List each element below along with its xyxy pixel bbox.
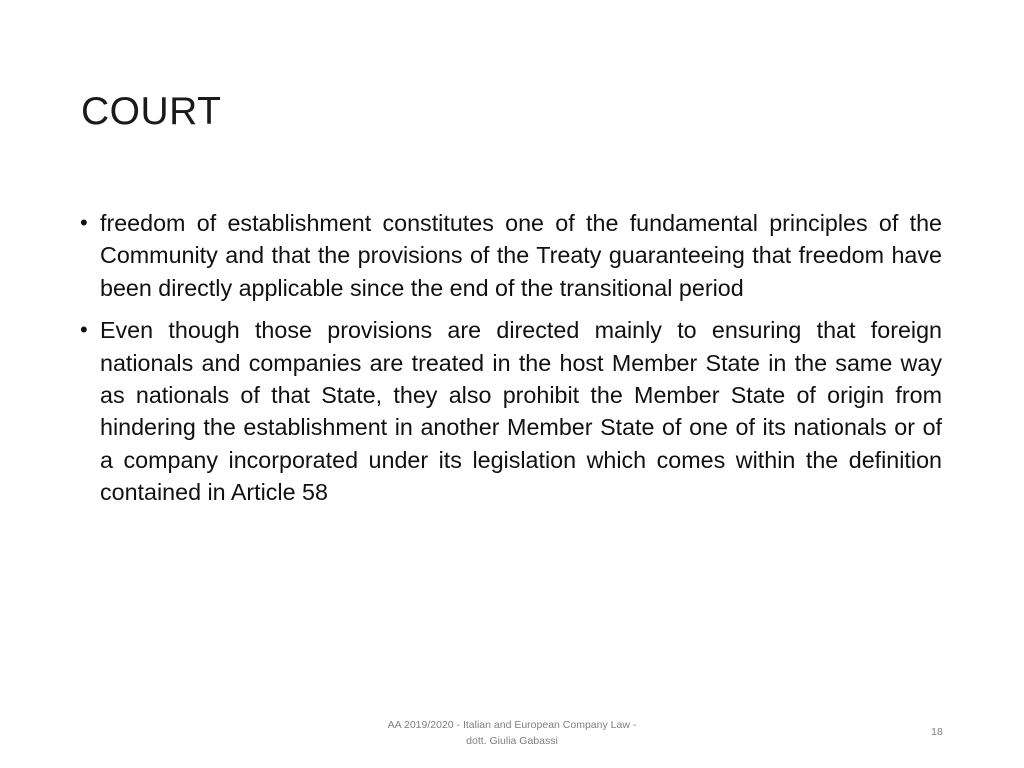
bullet-text: Even though those provisions are directed mainly to ensuring that foreign nationals and companies are treated in the host Member State in the same way as nationals of that State, they also prohibit the Member State of origin from hindering the establishment in another Member State of one of its nationals or of a company incorporated under its legislation which comes within the definition contained in Article 58 [100, 317, 942, 506]
footer-line-2: dott. Giulia Gabassi [466, 735, 558, 747]
footer-line-1: AA 2019/2020 - Italian and European Company Law - [387, 719, 637, 731]
footer [362, 717, 662, 749]
bullet-item [80, 314, 942, 508]
bullet-icon: • [80, 317, 88, 343]
bullet-icon: • [80, 210, 88, 235]
bullet-item [80, 207, 942, 304]
page-number: 18 [931, 726, 943, 738]
bullet-list [80, 207, 942, 519]
bullet-text: freedom of establishment constitutes one of the fundamental principles of the Community and that the provisions of the Treaty guaranteeing that freedom have been directly applicable since the end of the transitional period [100, 210, 942, 301]
slide-title: COURT [81, 90, 222, 133]
